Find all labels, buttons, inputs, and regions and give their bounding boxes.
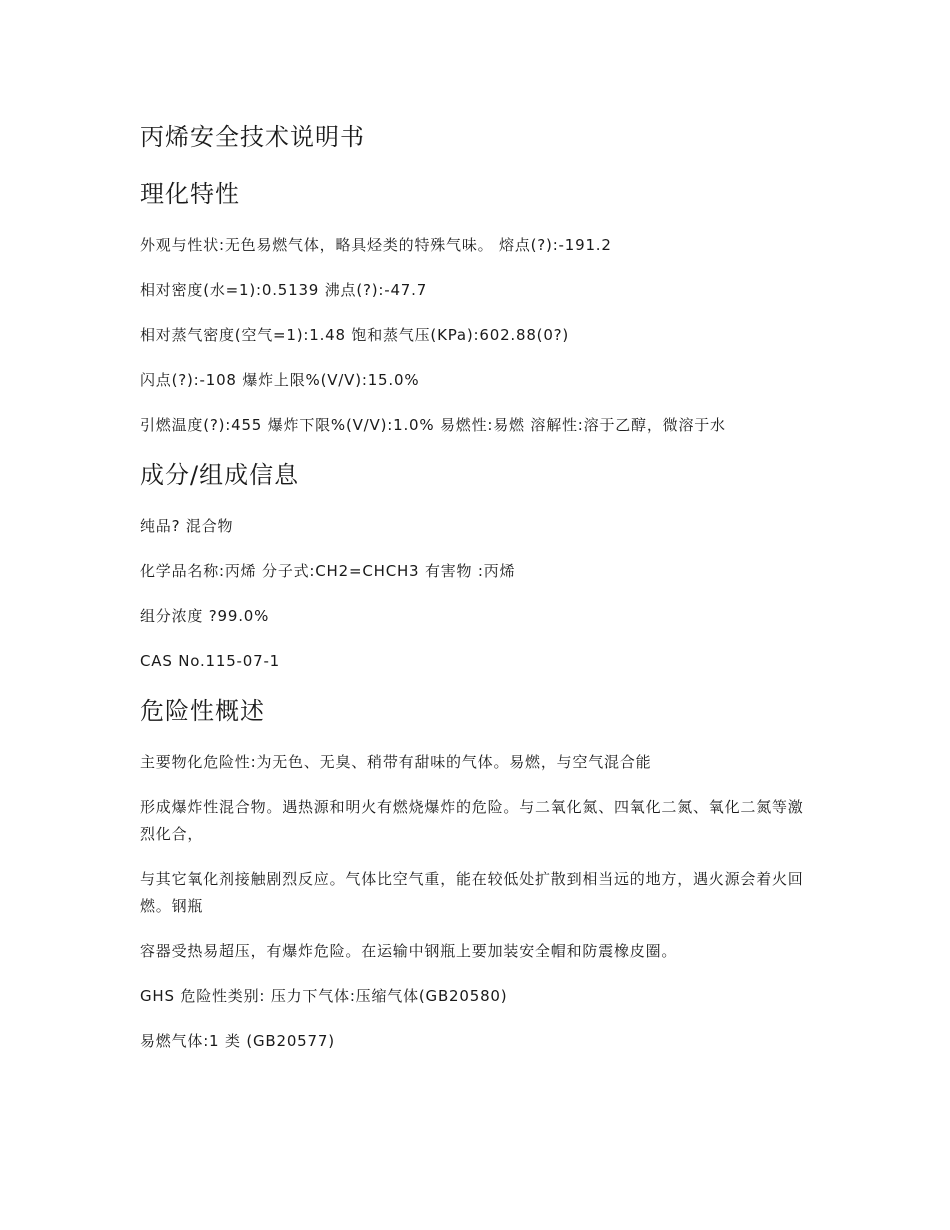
hazards-line-flammable: 易燃气体:1 类 (GB20577) xyxy=(140,1032,335,1050)
section-heading-hazards: 危险性概述 xyxy=(140,697,265,725)
section-heading-physchem: 理化特性 xyxy=(140,180,240,208)
physchem-line-appearance: 外观与性状:无色易燃气体，略具烃类的特殊气味。 熔点(?):-191.2 xyxy=(140,236,612,254)
hazards-line-ghs: GHS 危险性类别: 压力下气体:压缩气体(GB20580) xyxy=(140,987,508,1005)
physchem-line-density: 相对密度(水=1):0.5139 沸点(?):-47.7 xyxy=(140,281,428,299)
composition-line-concentration: 组分浓度 ?99.0% xyxy=(140,607,270,625)
composition-line-name: 化学品名称:丙烯 分子式:CH2=CHCH3 有害物 :丙烯 xyxy=(140,562,516,580)
hazards-line-3: 与其它氧化剂接触剧烈反应。气体比空气重，能在较低处扩散到相当远的地方，遇火源会着火回燃。钢瓶 xyxy=(140,870,804,915)
composition-line-cas: CAS No.115-07-1 xyxy=(140,652,281,670)
hazards-line-4: 容器受热易超压，有爆炸危险。在运输中钢瓶上要加装安全帽和防震橡皮圈。 xyxy=(140,942,678,960)
hazards-line-2: 形成爆炸性混合物。遇热源和明火有燃烧爆炸的危险。与二氧化氮、四氧化二氮、氧化二氮等激烈化合， xyxy=(140,798,804,843)
hazards-line-1: 主要物化危险性:为无色、无臭、稍带有甜味的气体。易燃，与空气混合能 xyxy=(140,753,652,771)
physchem-line-flashpoint: 闪点(?):-108 爆炸上限%(V/V):15.0% xyxy=(140,371,420,389)
composition-line-purity: 纯品? 混合物 xyxy=(140,517,234,535)
section-heading-composition: 成分/组成信息 xyxy=(140,461,300,489)
document-title: 丙烯安全技术说明书 xyxy=(140,123,365,151)
document-page xyxy=(140,118,810,1073)
physchem-line-ignition: 引燃温度(?):455 爆炸下限%(V/V):1.0% 易燃性:易燃 溶解性:溶于乙醇，微溶于水 xyxy=(140,416,726,434)
physchem-line-vapor: 相对蒸气密度(空气=1):1.48 饱和蒸气压(KPa):602.88(0?) xyxy=(140,326,570,344)
